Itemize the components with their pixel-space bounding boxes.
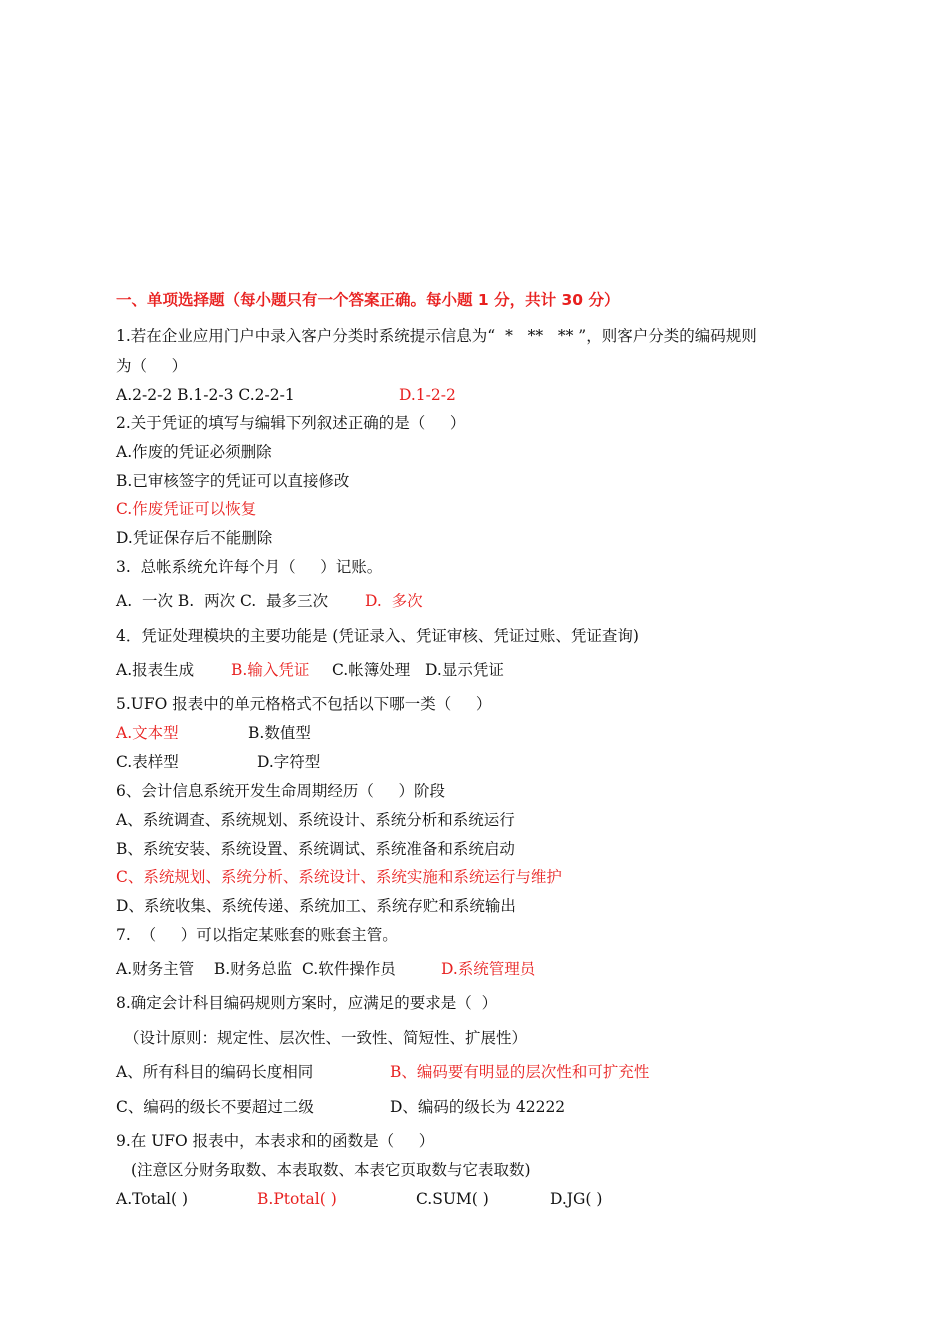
question-8-note: （设计原则：规定性、层次性、一致性、简短性、扩展性） [124, 1029, 528, 1047]
question-4-option-a: A.报表生成 [116, 661, 195, 679]
question-4-options-row [116, 660, 716, 680]
question-7-options-row [116, 959, 716, 979]
question-7-options: A.财务主管 B.财务总监 C.软件操作员 [116, 960, 396, 978]
question-6-option-b: B、系统安装、系统设置、系统调试、系统准备和系统启动 [116, 840, 515, 858]
question-6-option-c-answer: C、系统规划、系统分析、系统设计、系统实施和系统运行与维护 [116, 868, 562, 886]
question-3-options-row [116, 591, 716, 611]
question-9-answer: B.Ptotal( ) [257, 1190, 337, 1208]
question-4-options-rest: C.帐簿处理 D.显示凭证 [332, 661, 504, 679]
question-3-stem: 3. 总帐系统允许每个月（ ）记账。 [116, 558, 383, 576]
question-8-stem: 8.确定会计科目编码规则方案时，应满足的要求是（ ） [116, 994, 498, 1012]
question-8-answer: B、编码要有明显的层次性和可扩充性 [390, 1063, 650, 1081]
question-9-option-d: D.JG( ) [550, 1190, 603, 1208]
question-5-answer: A.文本型 [116, 724, 179, 742]
question-9-option-a: A.Total( ) [116, 1190, 189, 1208]
question-6-option-a: A、系统调查、系统规划、系统设计、系统分析和系统运行 [116, 811, 515, 829]
question-4-answer: B.输入凭证 [231, 661, 310, 679]
question-9-note: (注意区分财务取数、本表取数、本表它页取数与它表取数) [131, 1161, 531, 1179]
question-3-answer: D. 多次 [365, 592, 423, 610]
question-1-stem-cont: 为（ ） [116, 357, 188, 375]
question-8-row-2 [116, 1097, 736, 1117]
question-7-answer: D.系统管理员 [441, 960, 536, 978]
question-1-stem: 1.若在企业应用门户中录入客户分类时系统提示信息为“ * ** ** ”，则客户分类的编码规则 [116, 327, 757, 345]
question-5-option-c: C.表样型 [116, 753, 179, 771]
section-heading: 一、单项选择题（每小题只有一个答案正确。每小题 1 分，共计 30 分） [116, 291, 620, 309]
question-4-stem: 4．凭证处理模块的主要功能是 (凭证录入、凭证审核、凭证过账、凭证查询) [116, 627, 639, 645]
question-2-option-a: A.作废的凭证必须删除 [116, 443, 272, 461]
question-2-stem: 2.关于凭证的填写与编辑下列叙述正确的是（ ） [116, 414, 466, 432]
question-8-row-1 [116, 1062, 736, 1082]
question-2-option-c-answer: C.作废凭证可以恢复 [116, 500, 257, 518]
question-8-option-c: C、编码的级长不要超过二级 [116, 1098, 314, 1116]
question-2-option-d: D.凭证保存后不能删除 [116, 529, 273, 547]
question-9-option-c: C.SUM( ) [416, 1190, 489, 1208]
question-1-options: A.2-2-2 B.1-2-3 C.2-2-1 [116, 386, 295, 404]
question-9-options-row [116, 1189, 736, 1209]
question-6-option-d: D、系统收集、系统传递、系统加工、系统存贮和系统输出 [116, 897, 516, 915]
question-5-row-1 [116, 723, 716, 743]
question-7-stem: 7. （ ）可以指定某账套的账套主管。 [116, 926, 398, 944]
question-8-option-d: D、编码的级长为 42222 [390, 1098, 566, 1116]
question-9-stem: 9.在 UFO 报表中，本表求和的函数是（ ） [116, 1132, 435, 1150]
question-3-options: A. 一次 B. 两次 C. 最多三次 [116, 592, 329, 610]
question-5-stem: 5.UFO 报表中的单元格格式不包括以下哪一类（ ） [116, 695, 492, 713]
question-6-stem: 6、会计信息系统开发生命周期经历（ ）阶段 [116, 782, 445, 800]
question-5-option-d: D.字符型 [257, 753, 321, 771]
question-1-options-row [116, 385, 716, 405]
question-5-row-2 [116, 752, 716, 772]
question-2-option-b: B.已审核签字的凭证可以直接修改 [116, 472, 350, 490]
question-5-option-b: B.数值型 [248, 724, 311, 742]
question-8-option-a: A、所有科目的编码长度相同 [116, 1063, 314, 1081]
question-1-answer: D.1-2-2 [399, 386, 456, 404]
